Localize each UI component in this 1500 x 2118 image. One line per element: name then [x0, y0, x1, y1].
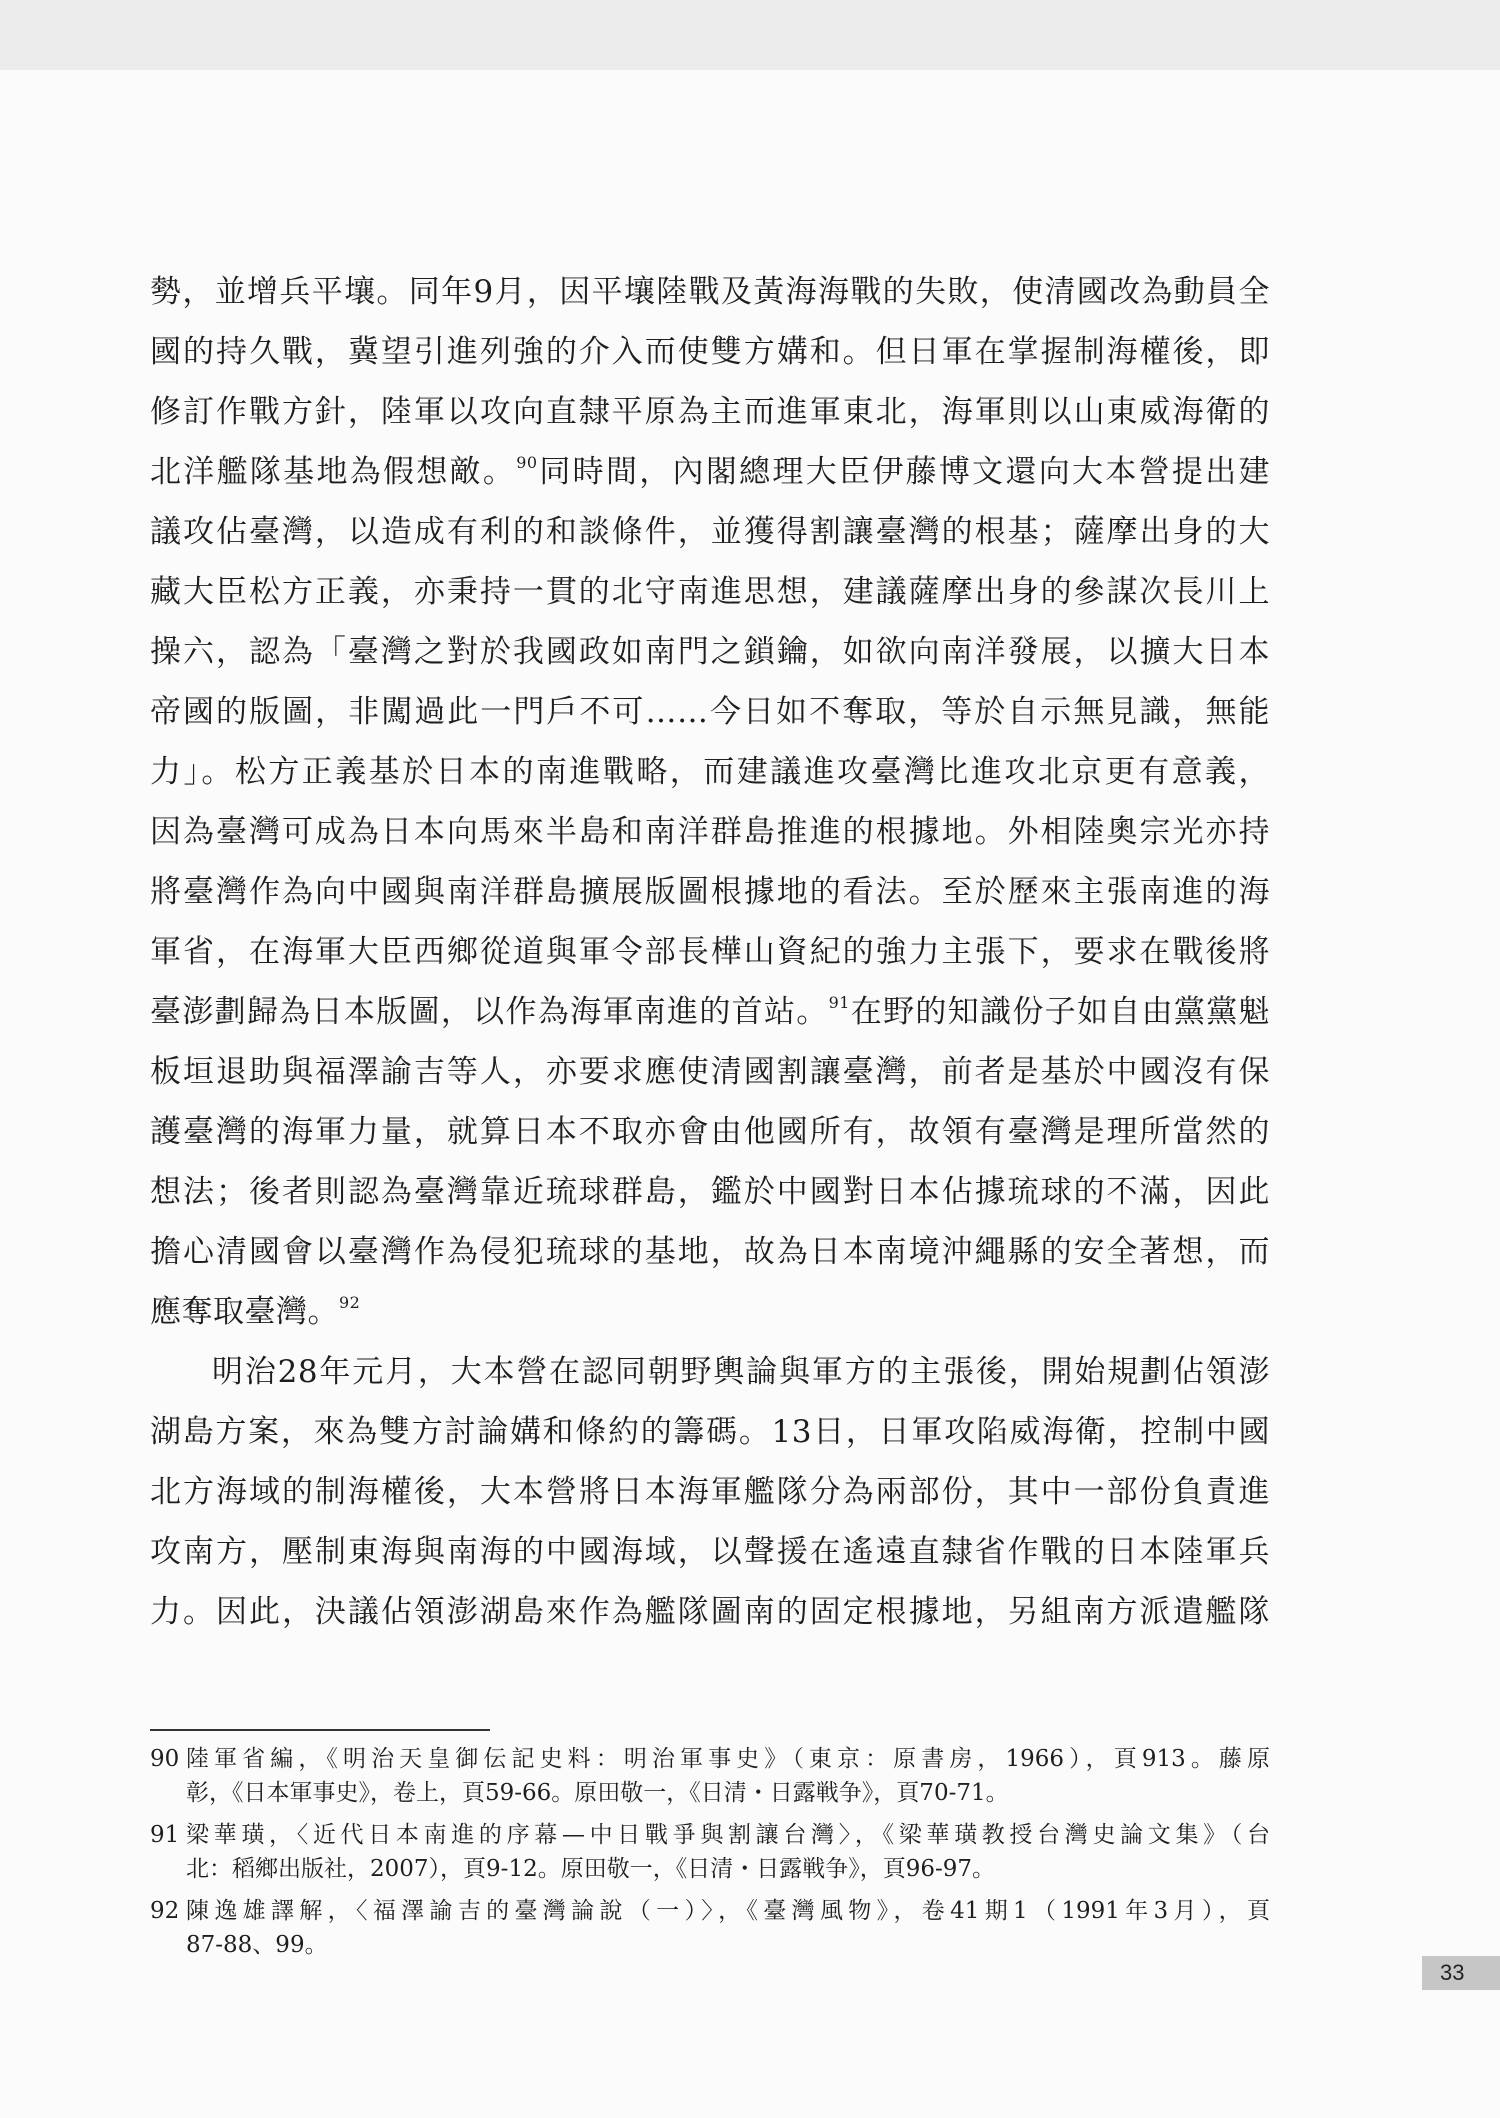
footnote-divider — [150, 1729, 490, 1731]
footnote-line: 梁華璜，〈近代日本南進的序幕—中日戰爭與割讓台灣〉，《梁華璜教授台灣史論文集》（台 — [186, 1822, 1270, 1848]
footnote-line: 彰，《日本軍事史》，卷上，頁59-66。原田敬一，《日清・日露戦争》，頁70-71。 — [186, 1780, 1009, 1806]
body-line: 護臺灣的海軍力量，就算日本不取亦會由他國所有，故領有臺灣是理所當然的 — [150, 1114, 1270, 1150]
body-line: 軍省，在海軍大臣西鄉從道與軍令部長樺山資紀的強力主張下，要求在戰後將 — [150, 934, 1270, 970]
body-line: 議攻佔臺灣，以造成有利的和談條件，並獲得割讓臺灣的根基；薩摩出身的大 — [150, 514, 1270, 550]
scan-top-margin — [0, 0, 1500, 70]
body-line: 力。因此，決議佔領澎湖島來作為艦隊圖南的固定根據地，另組南方派遣艦隊 — [150, 1594, 1270, 1630]
body-line: 帝國的版圖，非闖過此一門戶不可……今日如不奪取，等於自示無見識，無能 — [150, 694, 1270, 730]
body-line: 操六，認為「臺灣之對於我國政如南門之鎖鑰，如欲向南洋發展，以擴大日本 — [150, 634, 1270, 670]
body-line: 力」。松方正義基於日本的南進戰略，而建議進攻臺灣比進攻北京更有意義， — [150, 754, 1270, 790]
footnote-line: 陳逸雄譯解，〈福澤諭吉的臺灣論說（一）〉，《臺灣風物》，卷41期1（1991年3月），頁 — [186, 1898, 1270, 1924]
body-line: 北方海域的制海權後，大本營將日本海軍艦隊分為兩部份，其中一部份負責進 — [150, 1474, 1270, 1510]
body-text — [150, 262, 1270, 1642]
body-line: 藏大臣松方正義，亦秉持一貫的北守南進思想，建議薩摩出身的參謀次長川上 — [150, 574, 1270, 610]
body-line-tail: 在野的知識份子如自由黨黨魁 — [849, 994, 1270, 1030]
paragraph-start-line: 明治28年元月，大本營在認同朝野輿論與軍方的主張後，開始規劃佔領澎 — [212, 1354, 1270, 1390]
body-line-text: 應奪取臺灣。 — [150, 1294, 339, 1330]
body-line-head: 臺澎劃歸為日本版圖，以作為海軍南進的首站。 — [150, 994, 829, 1030]
body-line: 板垣退助與福澤諭吉等人，亦要求應使清國割讓臺灣，前者是基於中國沒有保 — [150, 1054, 1270, 1090]
page-number: 33 — [1422, 1956, 1500, 1990]
footnote-number: 91 — [150, 1822, 180, 1848]
body-line: 勢，並增兵平壤。同年9月，因平壤陸戰及黃海海戰的失敗，使清國改為動員全 — [150, 274, 1270, 310]
body-line: 想法；後者則認為臺灣靠近琉球群島，鑑於中國對日本佔據琉球的不滿，因此 — [150, 1174, 1270, 1210]
body-line-head: 北洋艦隊基地為假想敵。 — [150, 454, 517, 490]
footnote-ref-92[interactable]: 92 — [339, 1293, 361, 1312]
footnote-91 — [150, 1818, 1270, 1886]
footnote-ref-91[interactable]: 91 — [828, 993, 850, 1012]
footnote-line: 北：稻鄉出版社，2007），頁9-12。原田敬一，《日清・日露戦争》，頁96-97。 — [186, 1856, 996, 1882]
footnote-ref-90[interactable]: 90 — [516, 453, 538, 472]
footnote-number: 90 — [150, 1746, 180, 1772]
body-line: 攻南方，壓制東海與南海的中國海域，以聲援在遙遠直隸省作戰的日本陸軍兵 — [150, 1534, 1270, 1570]
footnotes — [150, 1742, 1270, 1970]
body-line: 修訂作戰方針，陸軍以攻向直隸平原為主而進軍東北，海軍則以山東威海衛的 — [150, 394, 1270, 430]
footnote-line: 陸軍省編，《明治天皇御伝記史料：明治軍事史》（東京：原書房，1966），頁913。藤原 — [186, 1746, 1270, 1772]
body-line-with-footnote-ref — [150, 982, 1270, 1042]
body-line: 國的持久戰，冀望引進列強的介入而使雙方媾和。但日軍在掌握制海權後，即 — [150, 334, 1270, 370]
body-line: 將臺灣作為向中國與南洋群島擴展版圖根據地的看法。至於歷來主張南進的海 — [150, 874, 1270, 910]
body-line: 擔心清國會以臺灣作為侵犯琉球的基地，故為日本南境沖繩縣的安全著想，而 — [150, 1234, 1270, 1270]
footnote-line: 87-88、99。 — [186, 1932, 328, 1958]
body-line-tail: 同時間，內閣總理大臣伊藤博文還向大本營提出建 — [537, 454, 1270, 490]
footnote-92 — [150, 1894, 1270, 1962]
footnote-90 — [150, 1742, 1270, 1810]
paragraph-end-line — [150, 1282, 1270, 1342]
body-line: 因為臺灣可成為日本向馬來半島和南洋群島推進的根據地。外相陸奧宗光亦持 — [150, 814, 1270, 850]
body-line-with-footnote-ref — [150, 442, 1270, 502]
body-line: 湖島方案，來為雙方討論媾和條約的籌碼。13日，日軍攻陷威海衛，控制中國 — [150, 1414, 1270, 1450]
footnote-number: 92 — [150, 1898, 180, 1924]
